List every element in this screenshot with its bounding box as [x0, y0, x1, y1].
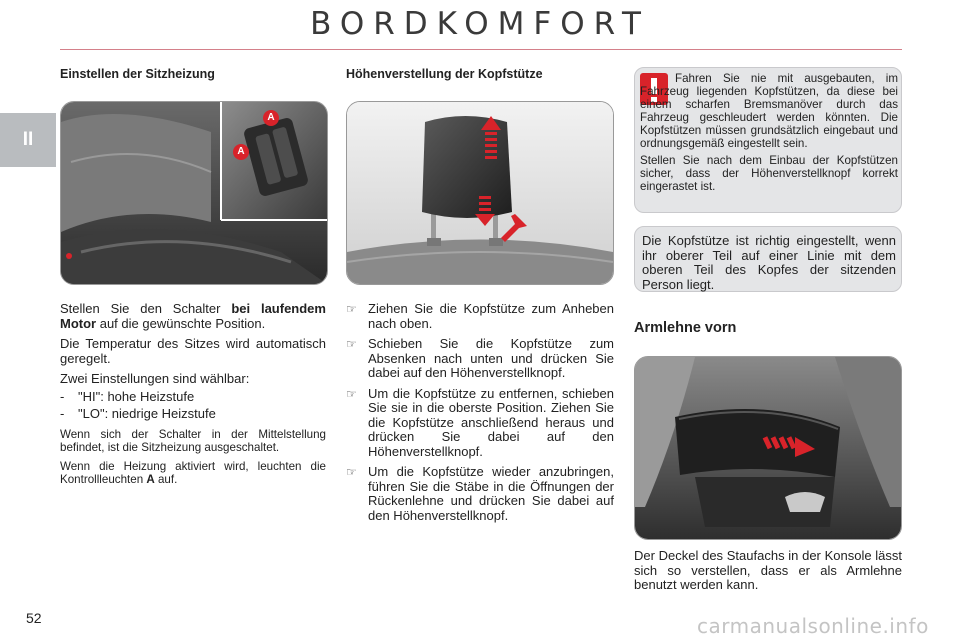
seat-heating-photo — [60, 101, 328, 285]
armrest-photo — [634, 356, 902, 540]
pointing-hand-icon: ☞ — [346, 337, 357, 351]
seat-heating-paragraph-1: Stellen Sie den Schalter bei laufendem Motor auf die gewünschte Position. — [60, 301, 326, 331]
pointing-hand-icon: ☞ — [346, 465, 357, 479]
page-title: BORDKOMFORT — [310, 6, 650, 42]
info-box — [634, 226, 902, 292]
info-text: Die Kopfstütze ist richtig eingestellt, wenn ihr oberer Teil auf einer Linie mit dem oberen Teil des Kopfes der sitzenden Person liegt. — [642, 233, 896, 292]
chapter-tab[interactable] — [0, 113, 56, 167]
list-item: ☞ Ziehen Sie die Kopfstütze zum Anheben nach oben. — [346, 301, 614, 331]
page-number: 52 — [26, 610, 42, 626]
watermark-text: carmanualsonline.info — [697, 614, 929, 638]
warning-box — [634, 67, 902, 213]
list-item: ☞ Um die Kopfstütze zu entfernen, schieben Sie sie in die oberste Position. Ziehen Sie die Kopfstütze anschließend heraus und drücken Sie dabei auf den Höhenverstellknopf. — [346, 385, 614, 459]
seat-heating-paragraph-2: Die Temperatur des Sitzes wird automatisch geregelt. — [60, 336, 326, 366]
label-a-upper: A — [263, 110, 279, 126]
warning-paragraph-2: Stellen Sie nach dem Einbau der Kopfstützen sicher, dass der Höhenverstellknopf korrekt eingerastet ist. — [640, 154, 898, 193]
list-item: ☞ Um die Kopfstütze wieder anzubringen, führen Sie die Stäbe in die Öffnungen der Rückenlehne und drücken Sie dabei auf den Höhenverstellknopf. — [346, 464, 614, 523]
label-a-lower: A — [233, 144, 249, 160]
title-divider — [60, 49, 902, 50]
seat-heating-paragraph-3: Zwei Einstellungen sind wählbar: — [60, 371, 250, 386]
headrest-instructions — [346, 302, 614, 529]
seat-heating-note-1: Wenn sich der Schalter in der Mittelstellung befindet, ist die Sitzheizung ausgeschaltet. — [60, 427, 326, 454]
armrest-heading: Armlehne vorn — [634, 320, 737, 336]
headrest-photo — [346, 101, 614, 285]
headrest-heading: Höhenverstellung der Kopfstütze — [346, 67, 543, 81]
warning-paragraph-1: Fahren Sie nie mit ausgebauten, im Fahrzeug liegenden Kopfstützen, da diese bei einem scharfen Bremsmanöver durch das Fahrzeug geschleudert werden könnten. Die Kopfstützen müssen grundsätzlich eingebaut und ordnungsgemäß eingestellt sein. — [640, 72, 898, 150]
armrest-text: Der Deckel des Staufachs in der Konsole lässt sich so verstellen, dass er als Armlehne benutzt werden kann. — [634, 548, 902, 592]
list-item: ☞ Schieben Sie die Kopfstütze zum Absenken nach unten und drücken Sie dabei auf den Höhenverstellknopf. — [346, 336, 614, 380]
pointing-hand-icon: ☞ — [346, 302, 357, 316]
pointing-hand-icon: ☞ — [346, 386, 357, 401]
list-item: - "HI": hohe Heizstufe — [60, 388, 195, 404]
seat-heating-note-2: Wenn die Heizung aktiviert wird, leuchten die Kontrollleuchten A auf. — [60, 459, 326, 486]
seat-heating-heading: Einstellen der Sitzheizung — [60, 67, 215, 81]
chapter-number: II — [22, 129, 34, 150]
seat-heating-text — [60, 302, 326, 492]
list-item: - "LO": niedrige Heizstufe — [60, 406, 216, 421]
